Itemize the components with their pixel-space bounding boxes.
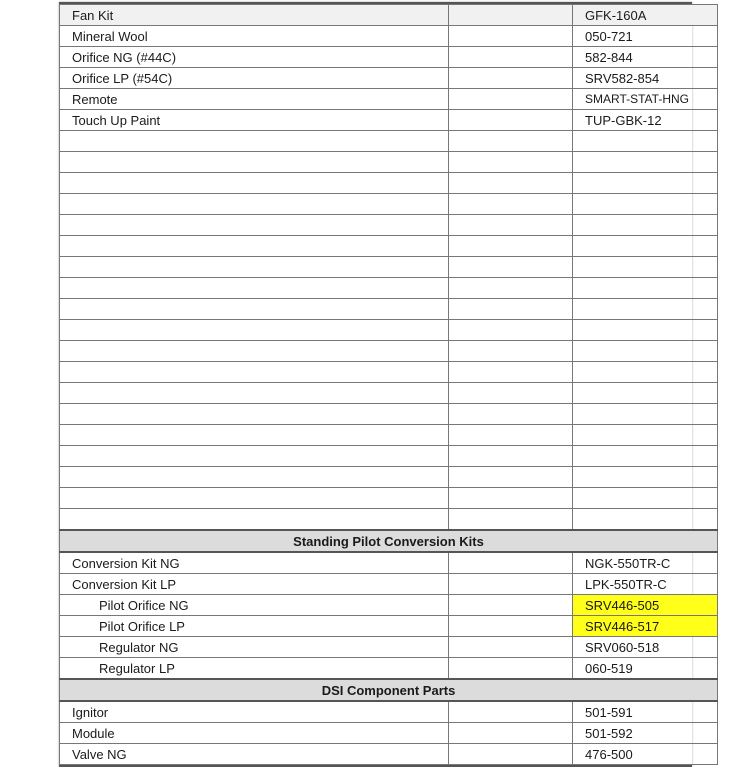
part-name: Orifice NG (#44C) <box>60 47 449 68</box>
part-number: SRV582-854 <box>573 68 718 89</box>
blank-rows <box>60 131 718 531</box>
empty-row <box>60 341 718 362</box>
table-row <box>60 5 718 26</box>
blank-cell <box>449 552 573 574</box>
empty-row <box>60 509 718 531</box>
empty-cell <box>449 509 573 531</box>
empty-row <box>60 446 718 467</box>
table-row <box>60 47 718 68</box>
part-number: SRV060-518 <box>573 637 718 658</box>
part-number: 060-519 <box>573 658 718 680</box>
table-row <box>60 68 718 89</box>
empty-cell <box>60 362 449 383</box>
blank-cell <box>449 701 573 723</box>
blank-cell <box>449 744 573 765</box>
parts-list-sheet <box>59 2 692 767</box>
table-row <box>60 89 718 110</box>
empty-row <box>60 215 718 236</box>
empty-row <box>60 320 718 341</box>
table-row <box>60 744 718 765</box>
part-number: 501-591 <box>573 701 718 723</box>
empty-cell <box>449 152 573 173</box>
table-row <box>60 595 718 616</box>
part-name: Touch Up Paint <box>60 110 449 131</box>
part-number: SMART-STAT-HNG <box>573 89 718 110</box>
empty-cell <box>449 131 573 152</box>
blank-cell <box>449 47 573 68</box>
empty-cell <box>449 341 573 362</box>
empty-cell <box>573 173 718 194</box>
empty-cell <box>60 488 449 509</box>
empty-row <box>60 278 718 299</box>
empty-cell <box>60 467 449 488</box>
empty-cell <box>573 257 718 278</box>
empty-row <box>60 425 718 446</box>
table-row <box>60 26 718 47</box>
empty-cell <box>573 278 718 299</box>
empty-cell <box>449 362 573 383</box>
part-number: 476-500 <box>573 744 718 765</box>
blank-cell <box>449 5 573 26</box>
part-name: Conversion Kit LP <box>60 574 449 595</box>
empty-cell <box>573 404 718 425</box>
empty-cell <box>60 131 449 152</box>
empty-row <box>60 194 718 215</box>
empty-row <box>60 152 718 173</box>
empty-cell <box>60 152 449 173</box>
empty-cell <box>573 299 718 320</box>
blank-cell <box>449 574 573 595</box>
empty-cell <box>573 362 718 383</box>
part-name: Mineral Wool <box>60 26 449 47</box>
part-number: GFK-160A <box>573 5 718 26</box>
table-row <box>60 658 718 680</box>
part-name: Pilot Orifice NG <box>60 595 449 616</box>
empty-row <box>60 236 718 257</box>
empty-cell <box>449 383 573 404</box>
empty-cell <box>449 278 573 299</box>
table-row <box>60 637 718 658</box>
empty-cell <box>60 236 449 257</box>
blank-cell <box>449 110 573 131</box>
part-name: Regulator LP <box>60 658 449 680</box>
empty-cell <box>60 173 449 194</box>
empty-cell <box>573 425 718 446</box>
empty-cell <box>60 425 449 446</box>
empty-cell <box>60 404 449 425</box>
empty-cell <box>449 257 573 278</box>
empty-cell <box>573 194 718 215</box>
table-row <box>60 701 718 723</box>
empty-cell <box>60 257 449 278</box>
part-name: Module <box>60 723 449 744</box>
empty-cell <box>573 383 718 404</box>
blank-cell <box>449 723 573 744</box>
empty-cell <box>60 383 449 404</box>
part-name: Orifice LP (#54C) <box>60 68 449 89</box>
parts-table <box>59 4 718 765</box>
blank-cell <box>449 658 573 680</box>
section-header-dsi <box>60 679 718 701</box>
empty-row <box>60 383 718 404</box>
part-name: Regulator NG <box>60 637 449 658</box>
part-number: 050-721 <box>573 26 718 47</box>
empty-cell <box>449 236 573 257</box>
empty-cell <box>573 446 718 467</box>
blank-cell <box>449 89 573 110</box>
table-row <box>60 616 718 637</box>
empty-cell <box>60 341 449 362</box>
empty-cell <box>573 131 718 152</box>
part-number-highlighted: SRV446-505 <box>573 595 718 616</box>
empty-cell <box>573 215 718 236</box>
part-number: LPK-550TR-C <box>573 574 718 595</box>
empty-row <box>60 131 718 152</box>
blank-cell <box>449 68 573 89</box>
empty-cell <box>573 236 718 257</box>
part-name: Pilot Orifice LP <box>60 616 449 637</box>
empty-cell <box>449 488 573 509</box>
empty-row <box>60 173 718 194</box>
empty-cell <box>60 215 449 236</box>
empty-row <box>60 257 718 278</box>
empty-cell <box>60 299 449 320</box>
blank-cell <box>449 616 573 637</box>
empty-cell <box>60 278 449 299</box>
part-name: Fan Kit <box>60 5 449 26</box>
part-number: 582-844 <box>573 47 718 68</box>
empty-row <box>60 488 718 509</box>
empty-cell <box>449 194 573 215</box>
empty-cell <box>60 320 449 341</box>
part-number: TUP-GBK-12 <box>573 110 718 131</box>
empty-cell <box>573 509 718 531</box>
table-row <box>60 552 718 574</box>
part-name: Valve NG <box>60 744 449 765</box>
blank-cell <box>449 595 573 616</box>
empty-cell <box>60 194 449 215</box>
table-row <box>60 723 718 744</box>
part-name: Conversion Kit NG <box>60 552 449 574</box>
table-row <box>60 110 718 131</box>
empty-cell <box>449 446 573 467</box>
part-name: Remote <box>60 89 449 110</box>
empty-cell <box>573 467 718 488</box>
empty-cell <box>449 299 573 320</box>
empty-row <box>60 299 718 320</box>
empty-row <box>60 404 718 425</box>
section-title: Standing Pilot Conversion Kits <box>60 530 718 552</box>
table-row <box>60 574 718 595</box>
empty-cell <box>60 446 449 467</box>
blank-cell <box>449 26 573 47</box>
empty-cell <box>573 488 718 509</box>
empty-cell <box>573 320 718 341</box>
blank-cell <box>449 637 573 658</box>
empty-cell <box>449 467 573 488</box>
empty-cell <box>449 320 573 341</box>
empty-cell <box>449 404 573 425</box>
empty-cell <box>449 215 573 236</box>
part-number: 501-592 <box>573 723 718 744</box>
part-name: Ignitor <box>60 701 449 723</box>
empty-cell <box>573 152 718 173</box>
empty-row <box>60 362 718 383</box>
empty-cell <box>60 509 449 531</box>
section-title: DSI Component Parts <box>60 679 718 701</box>
section-header-pilot <box>60 530 718 552</box>
empty-cell <box>449 425 573 446</box>
part-number: NGK-550TR-C <box>573 552 718 574</box>
part-number-highlighted: SRV446-517 <box>573 616 718 637</box>
empty-row <box>60 467 718 488</box>
empty-cell <box>573 341 718 362</box>
empty-cell <box>449 173 573 194</box>
